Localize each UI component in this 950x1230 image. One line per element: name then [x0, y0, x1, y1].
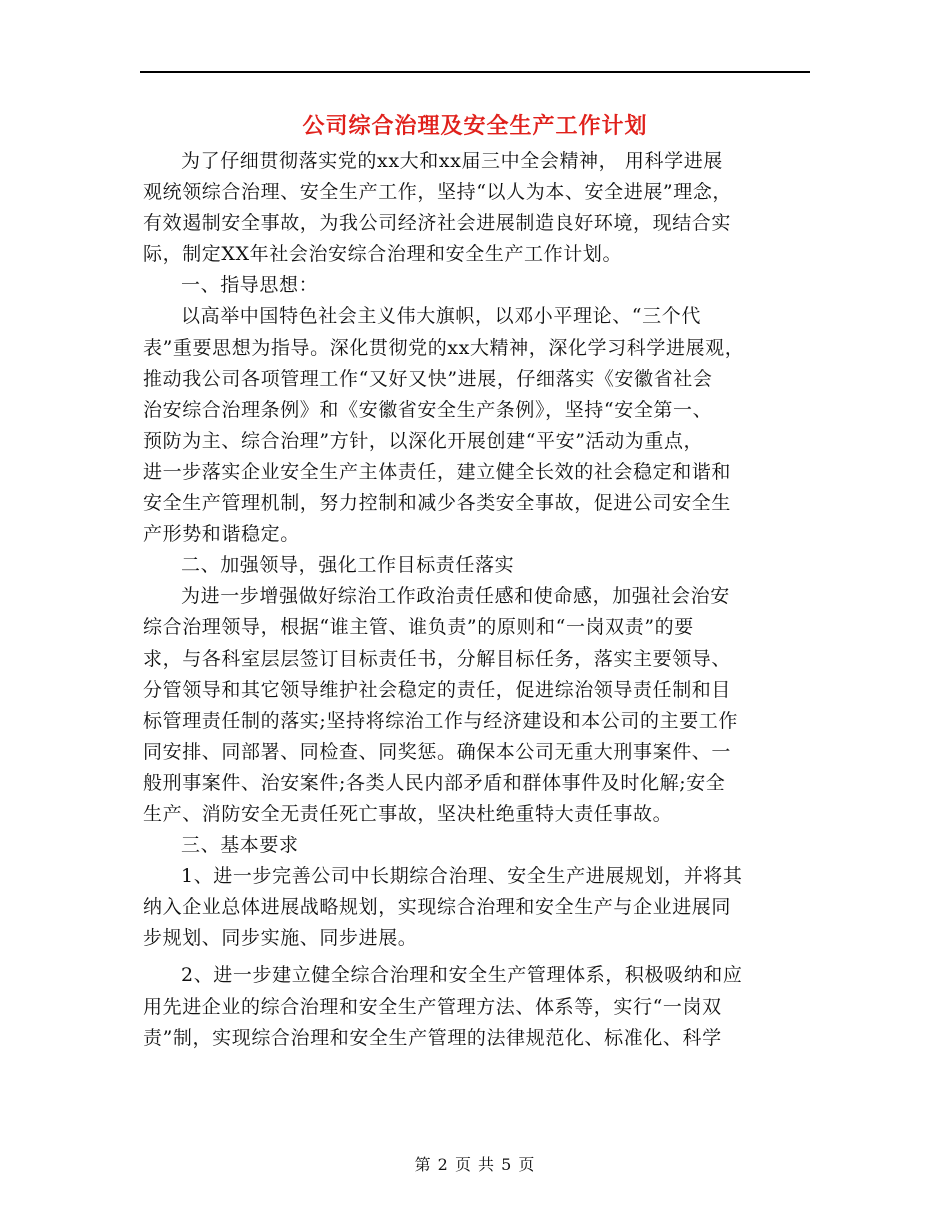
paragraph-requirement-2	[143, 960, 803, 1053]
text-line: 安全生产管理机制，努力控制和减少各类安全事故，促进公司安全生	[143, 492, 732, 515]
text-line: 预防为主、综合治理”方针，以深化开展创建“平安”活动为重点，	[143, 429, 704, 452]
text-line: 观统领综合治理、安全生产工作，坚持“以人为本、安全进展”理念，	[143, 181, 733, 204]
text-line: 二、加强领导，强化工作目标责任落实	[181, 554, 515, 577]
paragraph-guiding-ideology	[143, 301, 803, 550]
text-line: 生产、消防安全无责任死亡事故，坚决杜绝重特大责任事故。	[143, 802, 673, 825]
text-line: 用先进企业的综合治理和安全生产管理方法、体系等，实行“一岗双	[143, 995, 722, 1018]
text-line: 际，制定XX年社会治安综合治理和安全生产工作计划。	[143, 243, 623, 266]
text-line: 以高举中国特色社会主义伟大旗帜，以邓小平理论、“三个代	[181, 305, 701, 328]
document-body	[143, 146, 803, 1054]
text-line: 分管领导和其它领导维护社会稳定的责任，促进综治领导责任制和目	[143, 678, 732, 701]
text-line: 同安排、同部署、同检查、同奖惩。确保本公司无重大刑事案件、一	[143, 740, 732, 763]
text-line: 推动我公司各项管理工作“又好又快”进展，仔细落实《安徽省社会	[143, 367, 713, 390]
section-heading-basic-requirements	[143, 830, 803, 861]
text-line: 1、进一步完善公司中长期综合治理、安全生产进展规划，并将其	[181, 865, 743, 888]
page-number: 第 2 页 共 5 页	[414, 1155, 536, 1174]
text-line: 综合治理领导，根据“谁主管、谁负责”的原则和“一岗双责”的要	[143, 616, 694, 639]
text-line: 三、基本要求	[181, 834, 299, 857]
text-line: 求，与各科室层层签订目标责任书，分解目标任务，落实主要领导、	[143, 647, 732, 670]
text-line: 纳入企业总体进展战略规划，实现综合治理和安全生产与企业进展同	[143, 896, 732, 919]
text-line: 为了仔细贯彻落实党的xx大和xx届三中全会精神， 用科学进展	[181, 150, 723, 172]
paragraph-requirement-1	[143, 861, 803, 954]
text-line: 有效遏制安全事故，为我公司经济社会进展制造良好环境，现结合实	[143, 212, 732, 235]
paragraph-leadership	[143, 581, 803, 830]
text-line: 为进一步增强做好综治工作政治责任感和使命感，加强社会治安	[181, 585, 730, 608]
section-heading-guiding-ideology	[143, 270, 803, 301]
text-line: 步规划、同步实施、同步进展。	[143, 927, 418, 950]
text-line: 治安综合治理条例》和《安徽省安全生产条例》，坚持“安全第一、	[143, 398, 713, 421]
text-line: 般刑事案件、治安案件;各类人民内部矛盾和群体事件及时化解;安全	[143, 771, 726, 794]
text-line: 2、进一步建立健全综合治理和安全生产管理体系，积极吸纳和应	[181, 964, 743, 987]
text-line: 产形势和谐稳定。	[143, 523, 300, 546]
section-heading-leadership	[143, 550, 803, 581]
text-line: 一、指导思想：	[181, 274, 319, 297]
text-line: 表”重要思想为指导。深化贯彻党的xx大精神，深化学习科学进展观，	[143, 336, 745, 359]
text-line: 进一步落实企业安全生产主体责任，建立健全长效的社会稳定和谐和	[143, 460, 732, 483]
document-title: 公司综合治理及安全生产工作计划	[302, 113, 648, 139]
text-line: 标管理责任制的落实;坚持将综治工作与经济建设和本公司的主要工作	[143, 709, 739, 732]
paragraph-intro	[143, 146, 803, 270]
text-line: 责”制，实现综合治理和安全生产管理的法律规范化、标准化、科学	[143, 1026, 722, 1049]
header-rule	[140, 71, 810, 73]
